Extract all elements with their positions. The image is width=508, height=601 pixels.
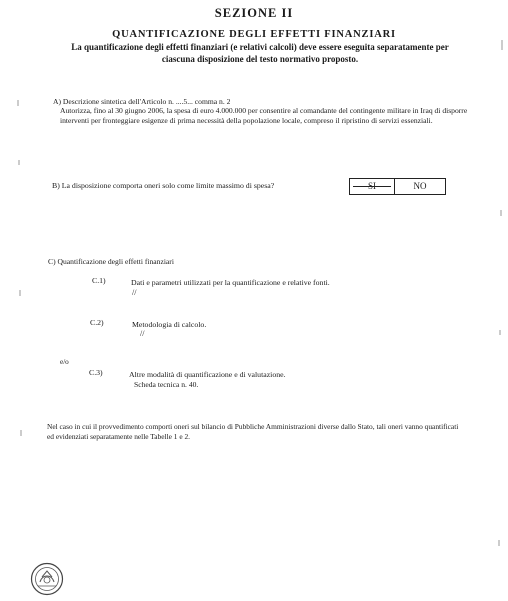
- section-a-heading: A) Descrizione sintetica dell'Articolo n. ....5... comma n. 2: [53, 97, 231, 106]
- section-a-body: Autorizza, fino al 30 giugno 2006, la spesa di euro 4.000.000 per consentire al comandante del contingente militare in Iraq di disporre interventi per fronteggiare esigenze di prima necessità della popolazione locale, compreso il ripristino di servizi essenziali.: [60, 106, 468, 125]
- c1-number: C.1): [92, 276, 106, 285]
- official-seal-icon: [30, 562, 64, 596]
- c2-value: //: [140, 329, 145, 338]
- page-title: SEZIONE II: [214, 6, 294, 20]
- section-b-question: B) La disposizione comporta oneri solo come limite massimo di spesa?: [52, 181, 275, 190]
- c1-label: Dati e parametri utilizzati per la quantificazione e relative fonti.: [131, 278, 330, 287]
- section-c-heading: C) Quantificazione degli effetti finanziari: [48, 257, 174, 266]
- intro-text: La quantificazione degli effetti finanziari (e relativi calcoli) deve essere eseguita separatamente per ciascuna disposizione del testo normativo proposto.: [71, 42, 449, 64]
- c3-label: Altre modalità di quantificazione e di valutazione.: [129, 370, 286, 379]
- option-no: [395, 179, 445, 194]
- c2-number: C.2): [90, 318, 104, 327]
- section-subtitle: QUANTIFICAZIONE DEGLI EFFETTI FINANZIARI: [112, 29, 396, 40]
- strikethrough-mark: [353, 186, 391, 187]
- option-si-label: SI: [367, 181, 376, 191]
- footer-note: Nel caso in cui il provvedimento comporti oneri sul bilancio di Pubbliche Amministrazioni diverse dallo Stato, tali oneri vanno quantificati ed evidenziati separatamente nelle Tabelle 1 e 2.: [47, 422, 459, 441]
- si-no-choice-box: [349, 178, 446, 195]
- option-si: [350, 179, 395, 194]
- connector-eo: e/o: [60, 358, 69, 366]
- c3-value: Scheda tecnica n. 40.: [134, 380, 199, 389]
- option-no-label: NO: [413, 181, 427, 191]
- c3-number: C.3): [89, 368, 103, 377]
- c1-value: //: [132, 288, 137, 297]
- c2-label: Metodologia di calcolo.: [132, 320, 207, 329]
